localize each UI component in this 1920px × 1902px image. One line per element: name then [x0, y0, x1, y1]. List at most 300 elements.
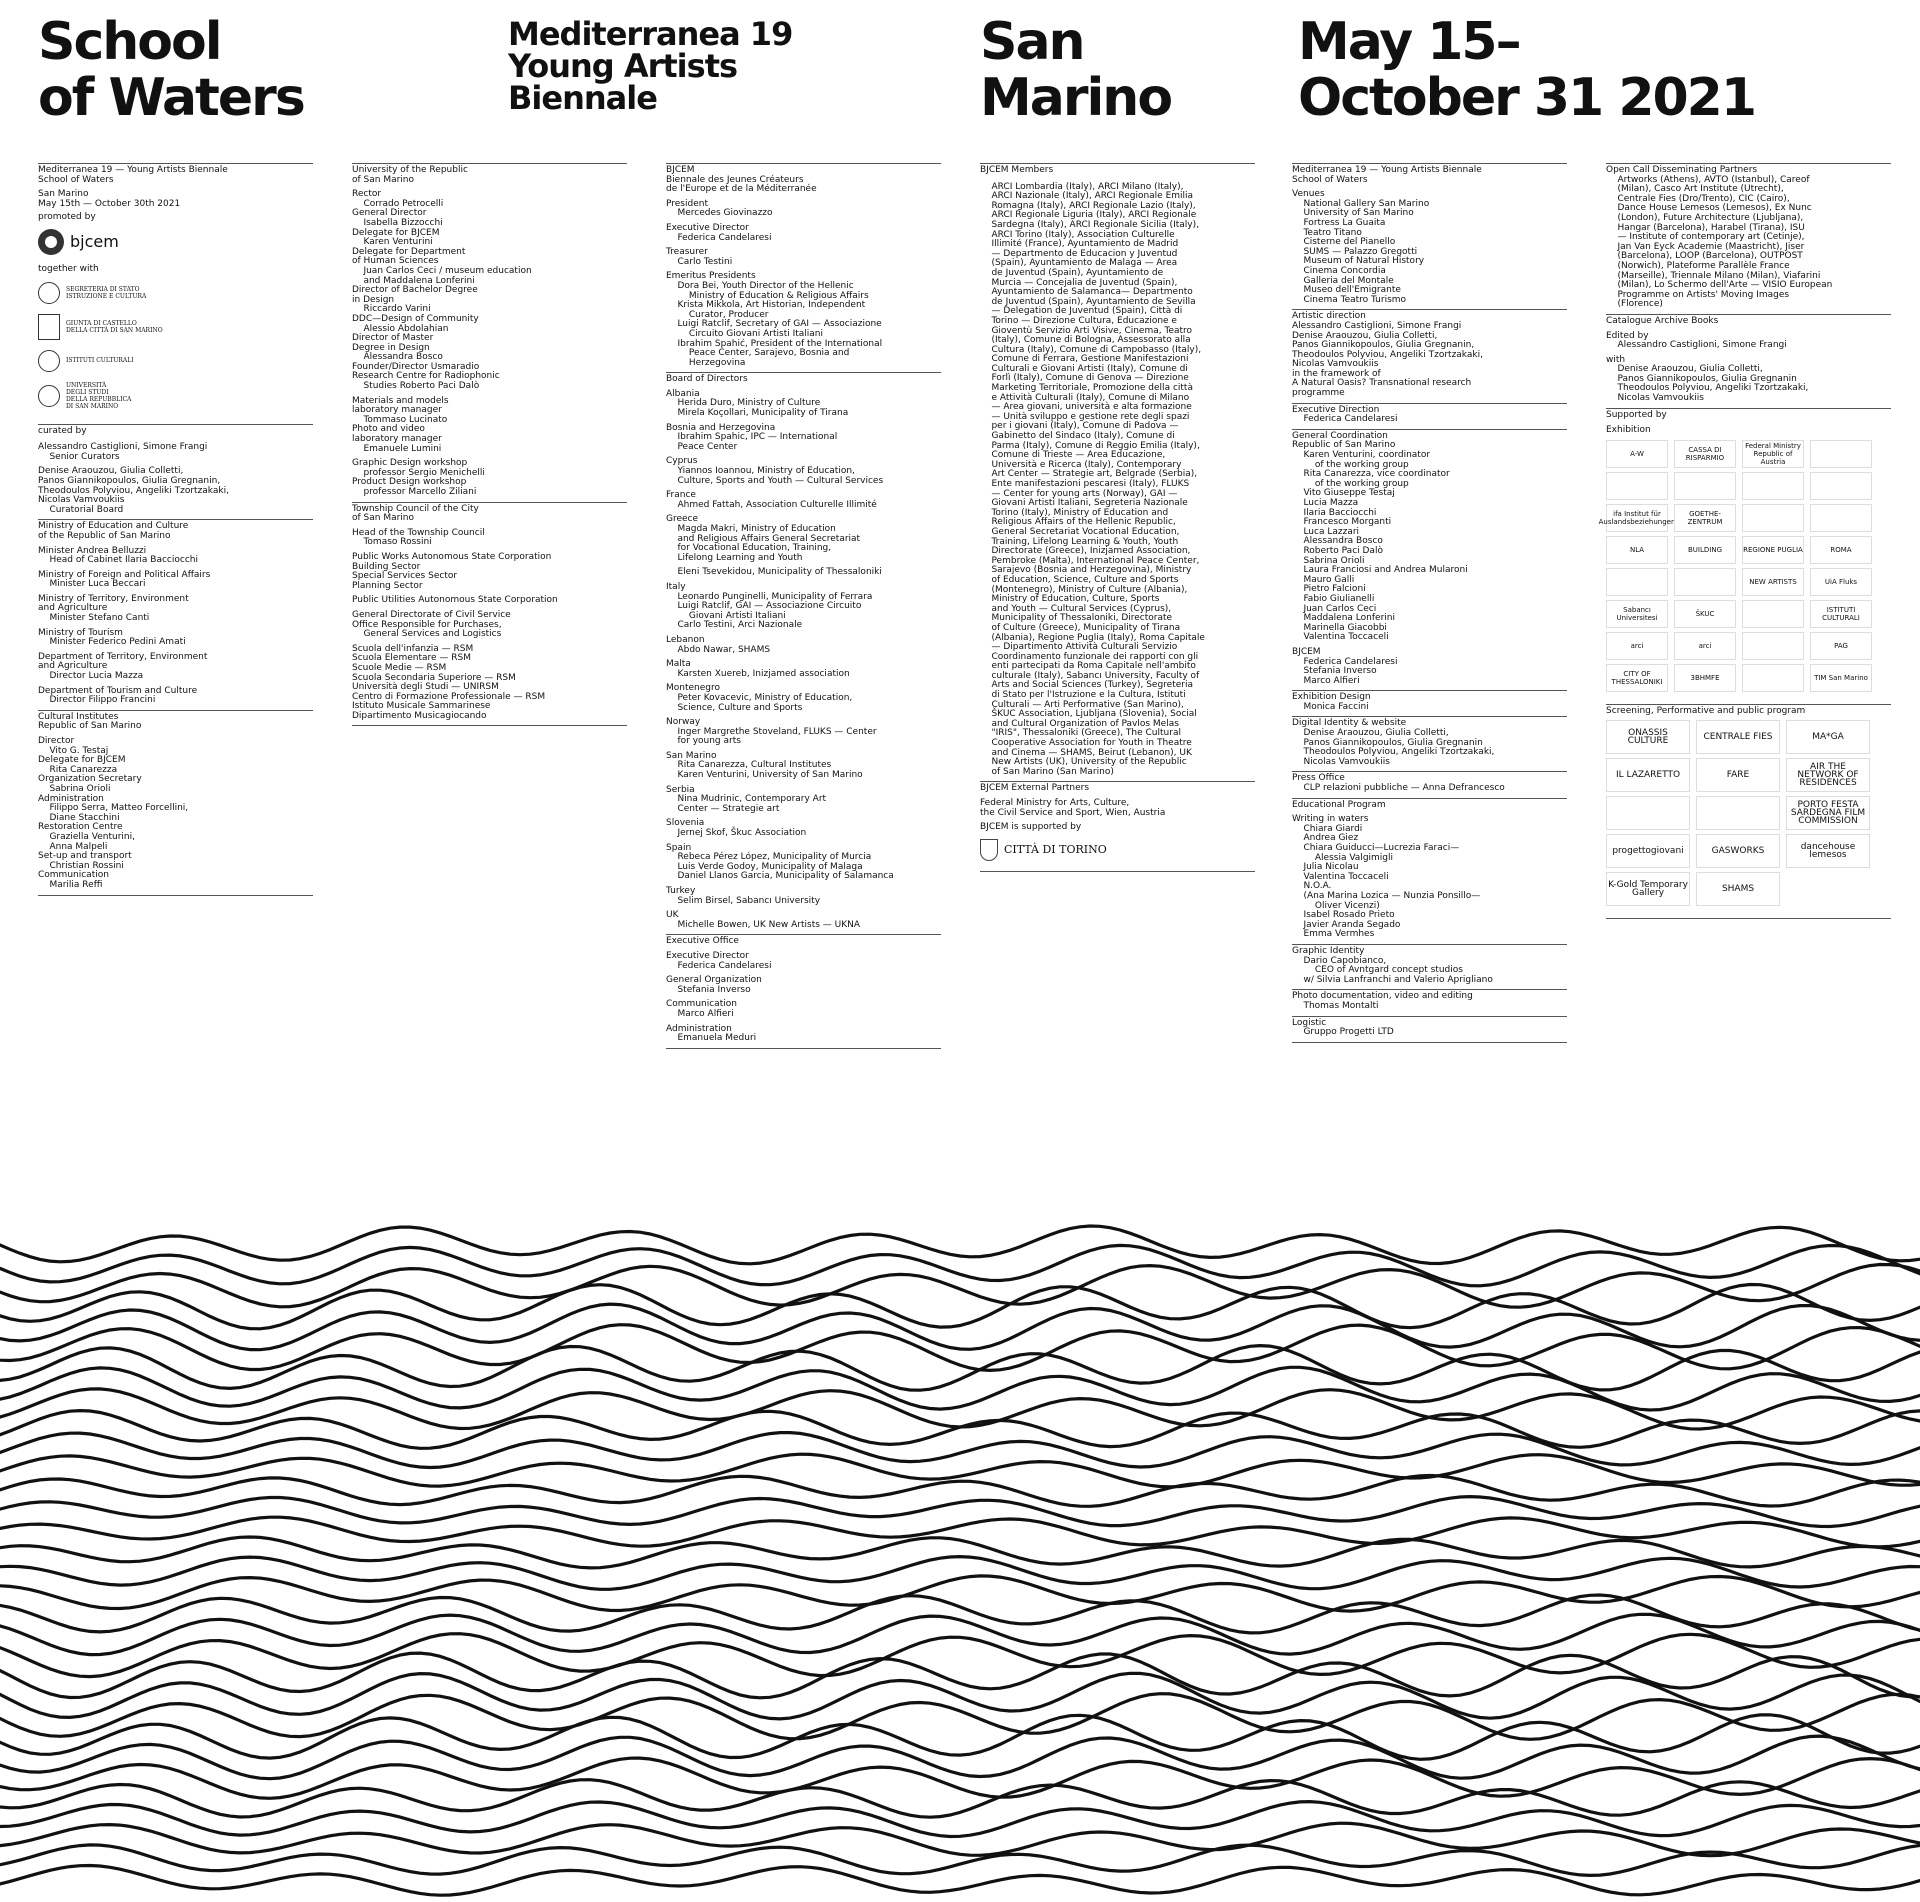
text-line: de Juventud (Spain), Ayuntamiento de: [980, 267, 1164, 278]
text-line: Comune di Ferrara, Gestione Manifestazioni: [980, 354, 1189, 365]
partner-logo: [1810, 504, 1872, 532]
text-line: Science, Culture and Sports: [666, 702, 803, 713]
text-line: DELLA REPUBBLICA: [66, 395, 132, 403]
screening-label: Screening, Performative and public program: [1606, 705, 1806, 716]
text-line: Biennale des Jeunes Créateurs: [666, 174, 804, 185]
text-line: Mirela Koçollari, Municipality of Tirana: [666, 408, 849, 419]
text-line: of Human Sciences: [352, 256, 439, 267]
text-line: Teatro Titano: [1292, 227, 1362, 238]
text-line: de Juventud (Spain), Ayuntamiento de Sevilla: [980, 296, 1196, 307]
credits-column-3: [666, 163, 941, 1049]
text-line: Mauro Galli: [1292, 574, 1355, 585]
text-line: Galleria del Montale: [1292, 275, 1394, 286]
text-line: of San Marino: [352, 174, 415, 185]
text-line: Alessandro Castiglioni, Simone Frangi: [38, 442, 208, 453]
text-line: Panos Giannikopoulos, Giulia Gregnanin,: [1292, 340, 1475, 351]
text-line: Luigi Ratclif, GAI — Associazione Circuito: [666, 601, 862, 612]
wave-line: [0, 1433, 1920, 1468]
text-line: General Secretariat Vocational Education,: [980, 526, 1180, 537]
text-line: Romagna (Italy), ARCI Regionale Lazio (Italy),: [980, 200, 1196, 211]
text-line: Art Center — Strategie art, Belgrade (Serbia),: [980, 469, 1198, 480]
text-line: Emma Vermhes: [1292, 929, 1375, 940]
text-line: Photo and video: [352, 424, 425, 435]
text-line: Inger Margrethe Stoveland, FLUKS — Center: [666, 726, 877, 737]
text-line: France: [666, 490, 696, 501]
wave-line: [0, 1694, 1920, 1740]
text-line: Alessandra Bosco: [352, 352, 443, 363]
text-line: Karen Venturini, University of San Marino: [666, 770, 863, 781]
wave-line: [0, 1411, 1920, 1449]
text-line: Krista Mikkola, Art Historian, Independent: [666, 300, 866, 311]
text-line: (Barcelona), LOOP (Barcelona), OUTPOST: [1606, 251, 1803, 262]
text-line: Organization Secretary: [38, 774, 142, 785]
text-line: Javier Aranda Segado: [1292, 919, 1401, 930]
credits-section: [38, 425, 313, 521]
text-line: and Agriculture: [38, 661, 108, 672]
text-line: Cinema Concordia: [1292, 265, 1386, 276]
partner-logo: REGIONE PUGLIA: [1742, 536, 1804, 564]
text-line: of the working group: [1292, 459, 1409, 470]
text-line: in the framework of: [1292, 368, 1381, 379]
text-line: Venues: [1292, 189, 1325, 200]
text-block: [1292, 166, 1567, 305]
text-line: Nina Mudrinic, Contemporary Art: [666, 794, 827, 805]
title-school-of-waters: [38, 14, 304, 126]
text-line: for young arts: [666, 736, 741, 747]
text-line: Stefania Inverso: [1292, 666, 1377, 677]
text-line: de l'Europe et de la Méditerranée: [666, 184, 817, 195]
title-line: Marino: [980, 68, 1172, 128]
credits-section: [1292, 430, 1567, 691]
text-line: Norway: [666, 717, 701, 728]
credits-section: [980, 782, 1255, 871]
text-line: Selim Birsel, Sabancı University: [666, 895, 821, 906]
text-line: Marketing Territoriale, Promozione della città: [980, 383, 1193, 394]
title-line: May 15–: [1298, 12, 1520, 72]
text-line: Executive Office: [666, 936, 739, 947]
text-line: Programme on Artists' Moving Images: [1606, 289, 1790, 300]
text-line: Ministry of Territory, Environment: [38, 593, 189, 604]
text-line: and Cinema — SHAMS, Beirut (Lebanon), UK: [980, 747, 1192, 758]
text-line: Alessandra Bosco: [1292, 536, 1383, 547]
text-line: Circuito Giovani Artisti Italiani: [666, 328, 823, 339]
text-block: [666, 375, 941, 930]
partner-logo: [1742, 504, 1804, 532]
text-line: Vito Giuseppe Testaj: [1292, 488, 1395, 499]
text-line: e Attività Culturali (Italy), Comune di Milano: [980, 392, 1190, 403]
text-line: Emanuela Meduri: [666, 1033, 757, 1044]
text-line: Cooperative Association for Youth in Theatre: [980, 738, 1192, 749]
logo-text: [66, 382, 131, 410]
text-line: Ministry of Education & Religious Affairs: [666, 290, 869, 301]
text-line: Culturali — Arti Performative (San Marino),: [980, 699, 1184, 710]
partner-logo: UiA Fluks: [1810, 568, 1872, 596]
text-line: Board of Directors: [666, 374, 748, 385]
text-line: Directorate (Greece), Inizjamed Association,: [980, 546, 1191, 557]
seal-icon: [38, 282, 60, 304]
text-line: Lifelong Learning and Youth: [666, 552, 803, 563]
text-line: Luis Verde Godoy, Municipality of Malaga: [666, 861, 863, 872]
text-line: Delegate for Department: [352, 246, 466, 257]
text-line: Valentina Toccaceli: [1292, 632, 1389, 643]
text-line: ARCI Regionale Liguria (Italy), ARCI Regionale: [980, 210, 1197, 221]
text-line: Building Sector: [352, 561, 421, 572]
text-line: School of Waters: [1292, 174, 1368, 185]
partner-logo: ISTITUTI CULTURALI: [1810, 600, 1872, 628]
text-line: Emanuele Lumini: [352, 443, 442, 454]
text-block: [666, 937, 941, 1043]
text-line: — Dipartimento Attività Culturali Servizio: [980, 642, 1178, 653]
text-line: Alessandro Castiglioni, Simone Frangi: [1292, 320, 1462, 331]
text-line: — Area giovani, università e alta formazione: [980, 402, 1192, 413]
text-line: Culturali e Giovani Artisti (Italy), Comune di: [980, 363, 1188, 374]
text-line: Lebanon: [666, 634, 705, 645]
text-line: San Marino: [38, 189, 89, 200]
text-line: Stefania Inverso: [666, 984, 751, 995]
text-line: laboratory manager: [352, 434, 442, 445]
title-line: School: [38, 12, 221, 72]
text-line: Magda Makri, Ministry of Education: [666, 524, 836, 534]
text-line: Pembroke (Malta), International Peace Center,: [980, 555, 1200, 566]
partner-logo: ONASSIS CULTURE: [1606, 720, 1690, 754]
partner-logo: [1810, 472, 1872, 500]
text-line: Cisterne del Pianello: [1292, 237, 1396, 248]
text-line: Product Design workshop: [352, 477, 467, 488]
text-line: Head of the Township Council: [352, 527, 485, 538]
title-line: San: [980, 12, 1084, 72]
text-line: Graphic Design workshop: [352, 458, 468, 469]
text-line: Panos Giannikopoulos, Giulia Gregnanin,: [38, 475, 221, 486]
credits-section: [1598, 409, 1891, 705]
text-line: Isabel Rosado Prieto: [1292, 910, 1395, 921]
text-line: Nicolas Vamvoukiis: [38, 495, 125, 506]
text-line: Turkey: [666, 886, 696, 896]
text-line: (London), Future Architecture (Ljubljana),: [1606, 212, 1804, 223]
partner-logo: [1742, 600, 1804, 628]
text-line: Ibrahim Spahić, President of the International: [666, 338, 883, 349]
wave-line: [0, 1634, 1920, 1677]
text-line: Cultura (Italy), Comune di Campobasso (Italy),: [980, 344, 1202, 355]
partner-logo: ŠKUC: [1674, 600, 1736, 628]
partner-logo: progettogiovani: [1606, 834, 1690, 868]
credits-column-2: [352, 163, 627, 726]
title-line: Mediterranea 19: [508, 15, 793, 53]
text-line: (Spain), Ayuntamiento de Malaga — Area: [980, 258, 1178, 269]
text-line: Lucia Mazza: [1292, 498, 1359, 508]
text-line: Open Call Disseminating Partners: [1606, 165, 1758, 175]
text-line: Ilaria Bacciocchi: [1292, 507, 1377, 518]
title-line: October 31 2021: [1298, 68, 1756, 128]
exhibition-label: Exhibition: [1606, 425, 1651, 436]
text-block: [38, 166, 313, 209]
wave-line: [0, 1245, 1920, 1285]
members-title: BJCEM Members: [980, 165, 1054, 175]
text-line: Juan Carlos Ceci / museum education: [352, 265, 532, 276]
text-line: Karen Venturini, coordinator: [1292, 450, 1431, 461]
text-line: Carlo Testini: [666, 256, 733, 267]
credits-column-1: [38, 163, 313, 896]
partner-logo: Federal Ministry Republic of Austria: [1742, 440, 1804, 468]
bjcem-logo: [38, 229, 313, 255]
text-line: Culture, Sports and Youth — Cultural Services: [666, 475, 884, 486]
text-line: Dario Capobianco,: [1292, 955, 1387, 966]
text-line: Centro di Formazione Professionale — RSM: [352, 691, 546, 702]
text-line: Special Services Sector: [352, 571, 458, 582]
text-line: Sarajevo (Bosnia and Herzegovina), Ministry: [980, 565, 1192, 576]
text-line: Ministry of Education and Culture: [38, 521, 189, 532]
text-line: University of San Marino: [1292, 208, 1414, 219]
text-line: Istituto Musicale Sammarinese: [352, 701, 491, 712]
text-line: (Norwich), Plateforme Parallèle France: [1606, 260, 1790, 271]
text-line: (Ana Marina Lozica — Nunzia Ponsillo—: [1292, 890, 1481, 901]
text-line: ISTITUTI CULTURALI: [66, 357, 134, 365]
partner-logo: [38, 282, 313, 304]
text-line: Set-up and transport: [38, 851, 132, 862]
partner-logo: TIM San Marino: [1810, 664, 1872, 692]
credits-section: [38, 163, 313, 425]
text-line: Mediterranea 19 — Young Artists Biennale: [1292, 165, 1482, 175]
text-line: DEGLI STUDI: [66, 388, 109, 396]
text-line: Rita Canarezza, Cultural Institutes: [666, 760, 832, 771]
text-line: Minister Andrea Belluzzi: [38, 545, 147, 556]
text-line: Alessio Abdolahian: [352, 323, 449, 334]
text-line: New Artists (UK), University of the Republic: [980, 757, 1187, 768]
text-line: Training, Lifelong Learning & Youth, Youth: [980, 536, 1179, 547]
text-line: Murcia — Concejalia de Juventud (Spain),: [980, 277, 1178, 288]
text-line: Curator, Producer: [666, 309, 769, 320]
text-line: laboratory manager: [352, 405, 442, 416]
text-line: Ministry of Education, Culture, Sports: [980, 594, 1160, 605]
partner-logo: [1674, 568, 1736, 596]
text-line: Educational Program: [1292, 799, 1386, 810]
text-line: Nicolas Vamvoukiis: [1292, 756, 1390, 767]
text-line: Materials and models: [352, 395, 449, 406]
text-line: Oliver Vicenzi): [1292, 900, 1380, 911]
text-line: Peace Center: [666, 441, 738, 452]
text-line: Director: [38, 736, 75, 746]
text-line: Francesco Morganti: [1292, 517, 1392, 528]
text-line: GIUNTA DI CASTELLO: [66, 319, 137, 327]
text-line: Juan Carlos Ceci: [1292, 603, 1377, 614]
text-line: Cinema Teatro Turismo: [1292, 294, 1407, 305]
text-line: (Marseille), Triennale Milano (Milan), Viafarini: [1606, 270, 1821, 281]
wave-line: [0, 1614, 1920, 1654]
text-line: Federal Ministry for Arts, Culture,: [980, 798, 1130, 808]
text-line: Hangar (Barcelona), Harabel (Tirana), ISU: [1606, 222, 1805, 233]
text-block: [1292, 1019, 1567, 1038]
text-block: [980, 784, 1255, 832]
partner-logo: [1606, 568, 1668, 596]
text-line: Panos Giannikopoulos, Giulia Gregnanin: [1606, 373, 1797, 384]
partner-logo: NLA: [1606, 536, 1668, 564]
wave-line: [0, 1346, 1920, 1391]
wave-line: [0, 1845, 1920, 1876]
partner-logo: dancehouse lemesos: [1786, 834, 1870, 868]
text-line: with: [1606, 354, 1626, 365]
text-line: BJCEM: [1292, 646, 1321, 657]
text-line: Spain: [666, 842, 692, 853]
text-line: Peace Center, Sarajevo, Bosnia and: [666, 348, 850, 359]
text-line: Scuole Medie — RSM: [352, 662, 447, 673]
text-line: Chiara Giardi: [1292, 823, 1363, 834]
text-line: N.O.A.: [1292, 881, 1332, 892]
text-line: Scuola dell'infanzia — RSM: [352, 643, 474, 654]
text-line: Nicolas Vamvoukiis: [1606, 393, 1704, 404]
text-line: Arts and Social Sciences (Turkey), Segreteria: [980, 680, 1193, 691]
partner-logo: [1742, 472, 1804, 500]
credits-section: [352, 503, 627, 727]
partner-logo: PAG: [1810, 632, 1872, 660]
credits-section: [1292, 945, 1567, 990]
text-line: Diane Stacchini: [38, 812, 120, 823]
text-line: professor Sergio Menichelli: [352, 467, 485, 478]
text-line: and Youth — Cultural Services (Cyprus),: [980, 603, 1172, 614]
credits-section: [1292, 1017, 1567, 1043]
partner-logo: K-Gold Temporary Gallery: [1606, 872, 1690, 906]
partner-logo: ROMA: [1810, 536, 1872, 564]
text-line: Gabinetto del Sindaco (Italy), Comune di: [980, 431, 1175, 442]
text-line: Cyprus: [666, 456, 698, 467]
text-line: Gioventù Servizio Arti Visive, Cinema, Teatro: [980, 325, 1193, 336]
text-line: Denise Araouzou, Giulia Colletti,: [1292, 330, 1438, 341]
text-line: SEGRETERIA DI STATO: [66, 285, 140, 293]
text-line: Director Lucia Mazza: [38, 671, 144, 682]
credits-section: [1606, 315, 1891, 409]
text-line: Research Centre for Radiophonic: [352, 371, 500, 382]
text-line: of Culture (Greece), Municipality of Tirana: [980, 622, 1181, 633]
text-line: Alessia Valgimigli: [1292, 852, 1394, 863]
credits-section: [666, 163, 941, 373]
logo-text: CITTÀ DI TORINO: [1004, 842, 1107, 856]
text-line: Forlì (Italy), Comune di Genova — Direzione: [980, 373, 1189, 384]
text-line: programme: [1292, 388, 1345, 399]
text-line: National Gallery San Marino: [1292, 198, 1430, 209]
text-line: President: [666, 198, 708, 209]
text-line: Centrale Fies (Dro/Trento), CIC (Cairo),: [1606, 193, 1790, 204]
text-line: Delegate for BJCEM: [38, 755, 126, 766]
text-line: Mediterranea 19 — Young Artists Biennale: [38, 165, 228, 175]
seal-icon: [38, 350, 60, 372]
text-line: Director of Bachelor Degree: [352, 285, 478, 296]
partner-logo: FARE: [1696, 758, 1780, 792]
text-line: Museum of Natural History: [1292, 256, 1425, 267]
text-line: Andrea Giez: [1292, 833, 1359, 844]
text-block: [666, 166, 941, 368]
partner-logo: GOETHE-ZENTRUM: [1674, 504, 1736, 532]
text-line: Delegate for BJCEM: [352, 227, 440, 238]
text-line: Albania: [666, 388, 700, 399]
text-line: Director of Master: [352, 333, 434, 344]
text-line: Marilia Reffi: [38, 879, 103, 890]
text-line: Department of Territory, Environment: [38, 651, 208, 662]
text-line: Sabrina Orioli: [1292, 555, 1365, 566]
credits-section: [666, 935, 941, 1048]
text-line: Fabio Giulianelli: [1292, 593, 1375, 604]
partner-logo: [1742, 632, 1804, 660]
text-line: Republic of San Marino: [1292, 440, 1396, 451]
title-line: of Waters: [38, 68, 304, 128]
text-line: Writing in waters: [1292, 814, 1369, 825]
text-line: Municipality of Thessaloniki, Directorate: [980, 613, 1173, 624]
text-block: [38, 522, 313, 706]
credits-section: [1292, 772, 1567, 798]
text-line: Vito G. Testaj: [38, 745, 109, 756]
text-line: Michelle Bowen, UK New Artists — UKNA: [666, 919, 861, 930]
text-line: and Cultural Organization of Pavlos Melas: [980, 718, 1179, 729]
text-line: Università degli Studi — UNIRSM: [352, 682, 499, 693]
text-line: Rita Canarezza, vice coordinator: [1292, 469, 1450, 480]
text-line: di Stato per l'Istruzione e la Cultura, Istituti: [980, 690, 1186, 701]
text-line: Public Utilities Autonomous State Corporation: [352, 595, 558, 606]
text-line: Jernej Skof, Škuc Association: [666, 828, 807, 839]
text-line: DI SAN MARINO: [66, 402, 119, 410]
text-line: Daniel Llanos Garcia, Municipality of Salamanca: [666, 871, 894, 882]
text-line: Bosnia and Herzegovina: [666, 422, 776, 433]
text-line: (Albania), Regione Puglia (Italy), Roma Capitale: [980, 632, 1205, 643]
text-line: Comune di Trieste — Area Educazione,: [980, 450, 1166, 461]
text-line: Dora Bei, Youth Director of the Hellenic: [666, 280, 854, 291]
text-line: Karsten Xuereb, Inizjamed association: [666, 668, 850, 679]
credits-section: [1292, 990, 1567, 1016]
text-line: Curatorial Board: [38, 504, 124, 515]
text-line: Federica Candelaresi: [1292, 414, 1398, 425]
text-line: General Director: [352, 208, 427, 219]
text-line: Dance House Lemesos (Lemesos), Ex Nunc: [1606, 203, 1812, 214]
text-line: Center — Strategie art: [666, 803, 780, 814]
credits-section: [1292, 799, 1567, 945]
text-line: Maddalena Lonferini: [1292, 613, 1395, 624]
text-line: Pietro Falcioni: [1292, 584, 1366, 595]
text-line: ARCI Torino (Italy), Association Culturelle: [980, 229, 1175, 240]
text-line: the Civil Service and Sport, Wien, Austria: [980, 807, 1166, 818]
text-line: professor Marcello Ziliani: [352, 487, 477, 497]
credits-section: [38, 711, 313, 896]
text-line: Founder/Director Usmaradio: [352, 361, 480, 372]
text-line: (Florence): [1606, 299, 1663, 310]
partner-logo: AIR THE NETWORK OF RESIDENCES: [1786, 758, 1870, 792]
text-line: Dipartimento Musicagiocando: [352, 710, 487, 721]
wave-line: [0, 1497, 1920, 1527]
text-line: Degree in Design: [352, 342, 430, 353]
bjcem-logo-icon: [38, 229, 64, 255]
partner-logo: PORTO FESTA SARDEGNA FILM COMMISSION: [1786, 796, 1870, 830]
promoted-by-label: promoted by: [38, 212, 96, 223]
text-line: Minister Luca Beccari: [38, 579, 146, 590]
text-line: for Vocational Education, Training,: [666, 543, 832, 554]
partner-logo: CENTRALE FIES: [1696, 720, 1780, 754]
text-line: Head of Cabinet Ilaria Bacciocchi: [38, 555, 198, 566]
partner-logo: GASWORKS: [1696, 834, 1780, 868]
text-line: Marco Alfieri: [666, 1008, 734, 1019]
text-line: Minister Stefano Canti: [38, 613, 150, 624]
text-line: UNIVERSITÀ: [66, 381, 107, 389]
text-line: Theodoulos Polyviou, Angeliki Tzortzakaki,: [1292, 747, 1495, 758]
text-line: Marinella Giacobbi: [1292, 622, 1387, 633]
text-line: — Institute of contemporary art (Cetinje),: [1606, 232, 1805, 243]
text-line: Planning Sector: [352, 580, 423, 591]
partner-logo: IL LAZARETTO: [1606, 758, 1690, 792]
text-line: and Agriculture: [38, 603, 108, 614]
text-line: Federica Candelaresi: [1292, 656, 1398, 667]
title-san-marino: [980, 14, 1171, 126]
text-line: of San Marino: [352, 513, 415, 524]
text-line: Emeritus Presidents: [666, 271, 756, 282]
text-line: DELLA CITTÀ DI SAN MARINO: [66, 326, 163, 334]
text-line: Jan Van Eyck Academie (Maastricht), Jiser: [1606, 241, 1805, 252]
text-line: A Natural Oasis? Transnational research: [1292, 378, 1472, 389]
text-line: SUMS — Palazzo Gregotti: [1292, 246, 1418, 257]
text-block: [1292, 312, 1567, 398]
